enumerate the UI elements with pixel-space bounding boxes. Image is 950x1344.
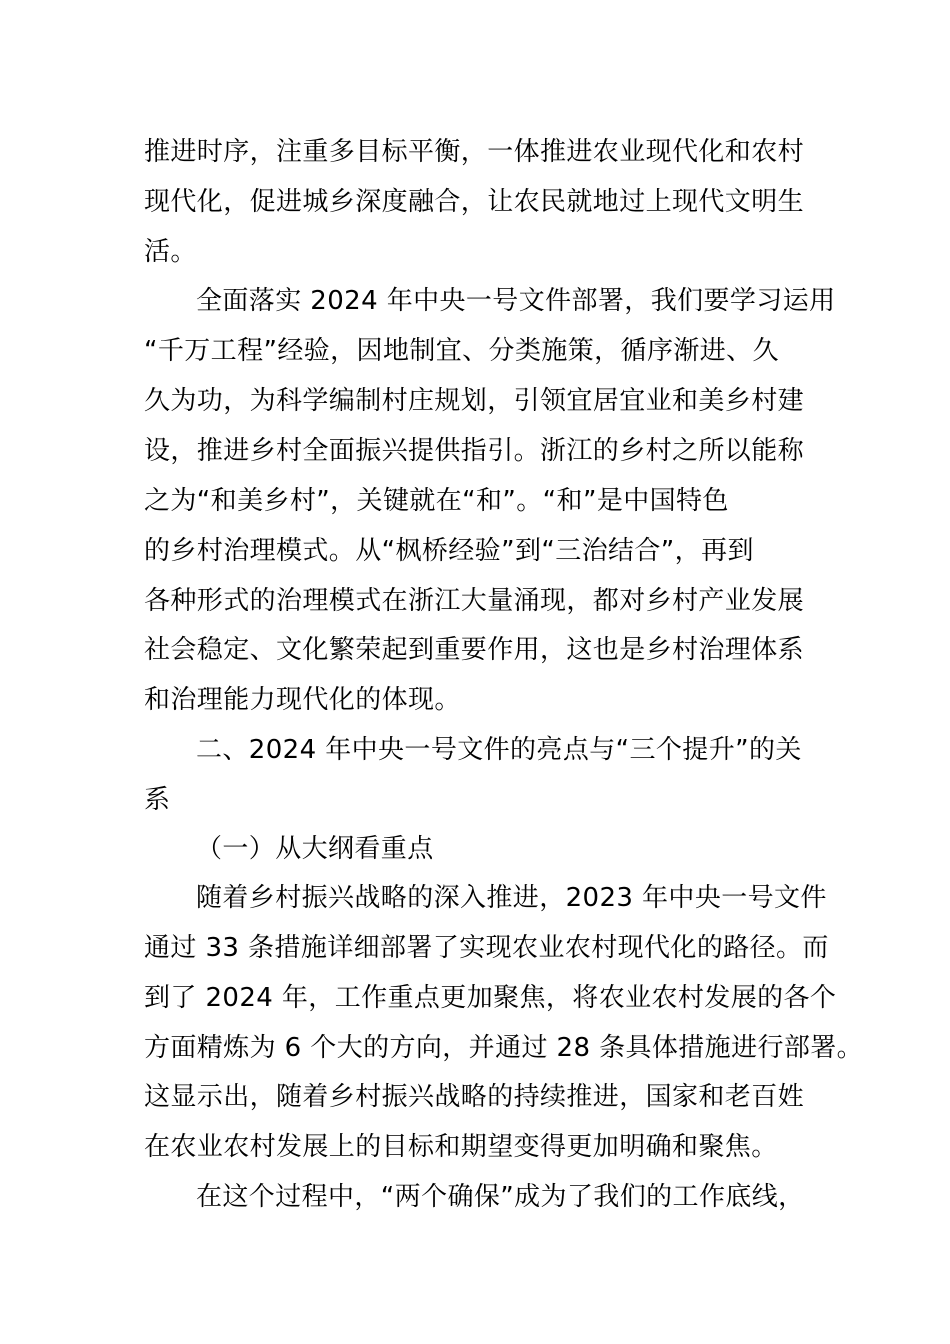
- body-text-line: 各种形式的治理模式在浙江大量涌现，都对乡村产业发展: [144, 586, 805, 616]
- body-text-line: 活。: [144, 237, 197, 267]
- body-text-line: 通过 33 条措施详细部署了实现农业农村现代化的路径。而: [144, 933, 829, 963]
- body-text-line: 在农业农村发展上的目标和期望变得更加明确和聚焦。: [144, 1132, 778, 1162]
- subsection-heading: （一）从大纲看重点: [196, 834, 434, 864]
- body-text-line: 之为“和美乡村”，关键就在“和”。“和”是中国特色: [144, 486, 729, 516]
- body-text-line: 方面精炼为 6 个大的方向，并通过 28 条具体措施进行部署。: [144, 1033, 864, 1063]
- body-text-line: 社会稳定、文化繁荣起到重要作用，这也是乡村治理体系: [144, 635, 805, 665]
- body-text-line: 久为功，为科学编制村庄规划，引领宜居宜业和美乡村建: [144, 386, 805, 416]
- body-text-line: 和治理能力现代化的体现。: [144, 685, 461, 715]
- paragraph-start-line: 随着乡村振兴战略的深入推进，2023 年中央一号文件: [196, 883, 827, 913]
- body-text-line: 现代化，促进城乡深度融合，让农民就地过上现代文明生: [144, 187, 805, 217]
- section-heading-line: 系: [144, 785, 171, 815]
- body-text-line: 到了 2024 年，工作重点更加聚焦，将农业农村发展的各个: [144, 983, 837, 1013]
- paragraph-start-line: 全面落实 2024 年中央一号文件部署，我们要学习运用: [196, 286, 836, 316]
- body-text-line: 推进时序，注重多目标平衡，一体推进农业现代化和农村: [144, 137, 805, 167]
- body-text-line: 这显示出，随着乡村振兴战略的持续推进，国家和老百姓: [144, 1082, 805, 1112]
- body-text-line: “千万工程”经验，因地制宜、分类施策，循序渐进、久: [144, 336, 779, 366]
- section-heading-line: 二、2024 年中央一号文件的亮点与“三个提升”的关: [196, 735, 802, 765]
- paragraph-start-line: 在这个过程中，“两个确保”成为了我们的工作底线，: [196, 1182, 805, 1212]
- body-text-line: 设，推进乡村全面振兴提供指引。浙江的乡村之所以能称: [144, 436, 805, 466]
- body-text-line: 的乡村治理模式。从“枫桥经验”到“三治结合”，再到: [144, 536, 754, 566]
